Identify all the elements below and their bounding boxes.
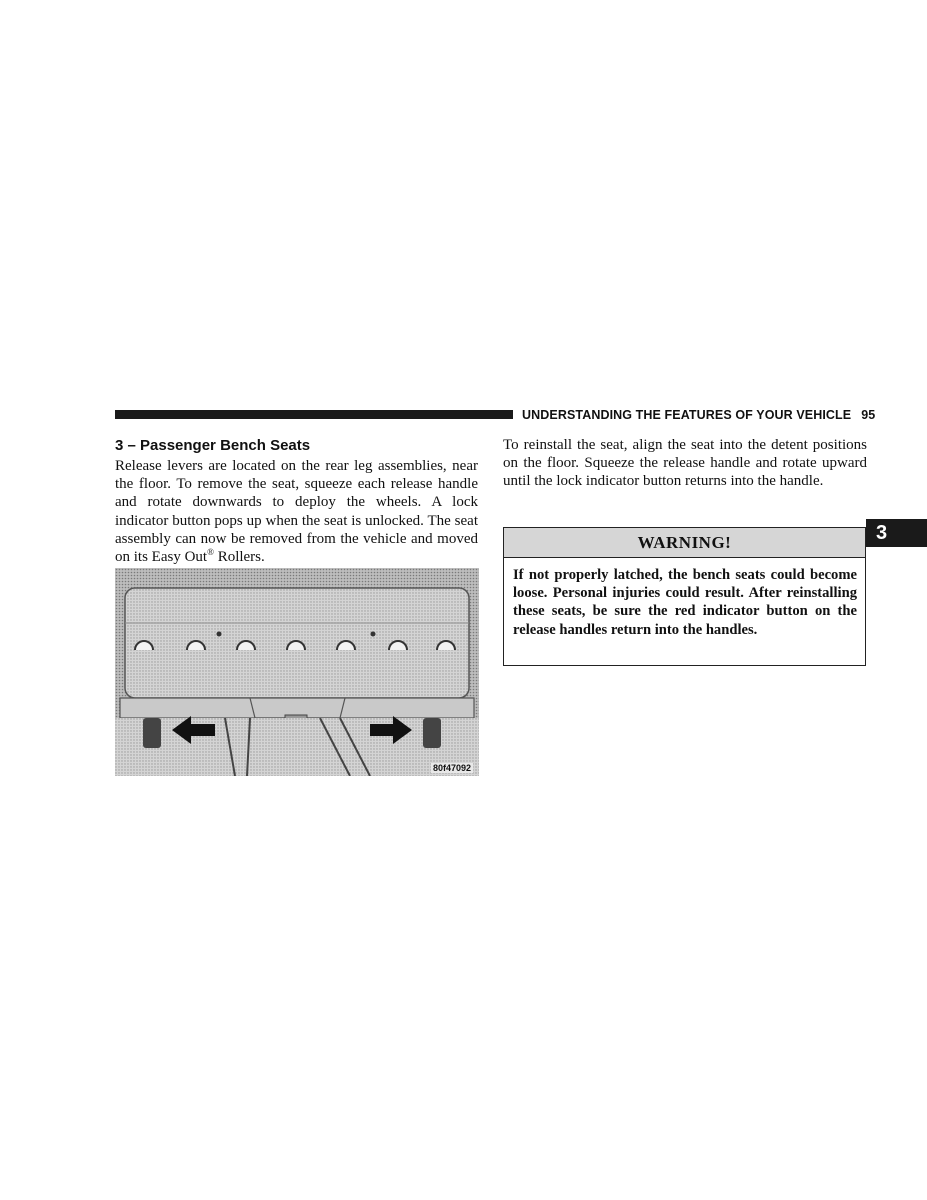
header-section-title: UNDERSTANDING THE FEATURES OF YOUR VEHICLE [522,408,852,422]
chapter-tab: 3 [866,519,927,547]
warning-box [503,527,866,666]
registered-mark: ® [207,547,214,558]
left-column [115,436,478,566]
header-rule [115,410,513,419]
running-header [522,408,875,422]
warning-text: If not properly latched, the bench seats could become loose. Personal injuries could result. After reinstalling these seats, be sure the red indicator button on the release handles return into the handles. [513,567,857,638]
body-paragraph-reinstall: To reinstall the seat, align the seat into the detent positions on the floor. Squeeze the release handle and rotate upward until the lock indicator button returns into the handle. [503,437,867,490]
body-paragraph-removal [115,457,478,566]
warning-title: WARNING! [504,528,865,558]
page-number: 95 [861,408,876,422]
right-column [503,436,867,491]
figure-code: 80f47092 [432,763,471,773]
removal-text-end: Rollers. [213,549,265,566]
removal-text: Release levers are located on the rear leg assemblies, near the floor. To remove the seat, squeeze each release handle and rotate downwards to deploy the wheels. A lock indicator button pops up when the seat is unlocked. The seat assembly can now be removed from the vehicle and moved on its Easy Out [115,458,478,566]
bench-seat-drawing [115,568,479,776]
section-title: 3 – Passenger Bench Seats [115,437,311,454]
bench-seat-illustration [115,568,479,776]
